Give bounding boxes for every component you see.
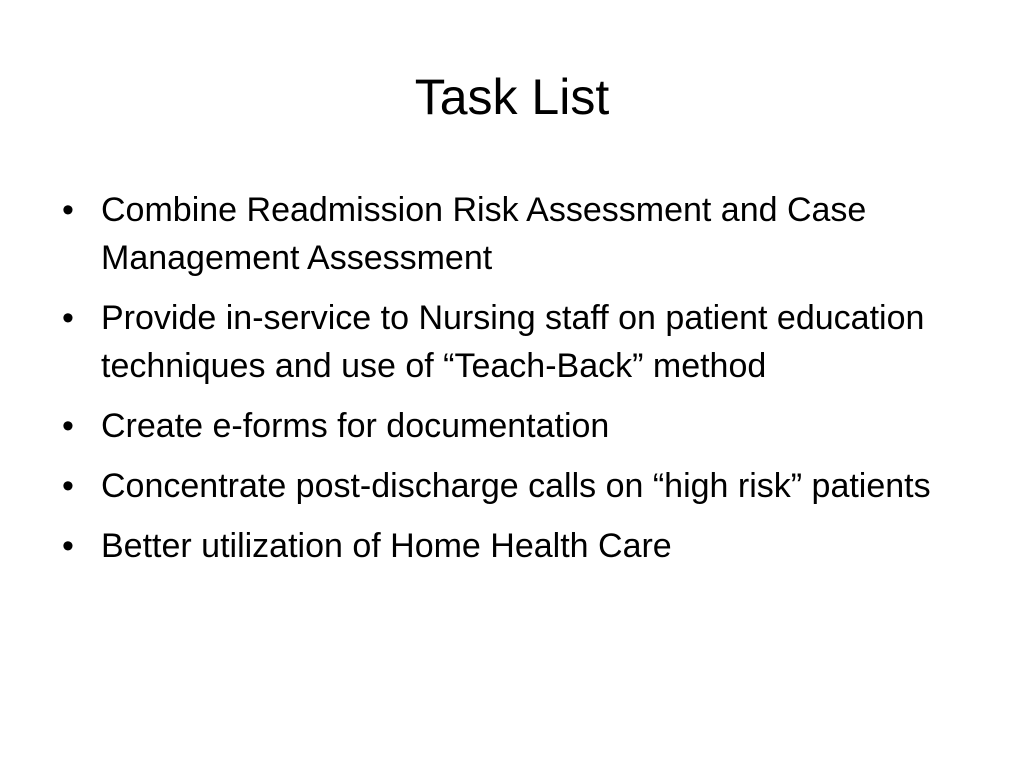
bullet-icon: • [62, 467, 74, 505]
bullet-icon: • [62, 527, 74, 565]
bullet-icon: • [62, 191, 74, 229]
list-item-text: Better utilization of Home Health Care [101, 527, 672, 565]
slide-title: Task List [414, 69, 610, 125]
list-item-text: Combine Readmission Risk Assessment and Case Management Assessment [101, 191, 867, 277]
bullet-icon: • [62, 407, 74, 445]
task-list [62, 186, 982, 582]
list-item [62, 402, 982, 450]
bullet-icon: • [62, 299, 74, 337]
list-item [62, 462, 982, 510]
list-item-text: Concentrate post-discharge calls on “high risk” patients [101, 467, 931, 505]
list-item [62, 294, 982, 390]
list-item [62, 186, 982, 282]
list-item-text: Create e-forms for documentation [101, 407, 610, 445]
list-item-text: Provide in-service to Nursing staff on patient education techniques and use of “Teach-Back” method [101, 299, 925, 385]
list-item [62, 522, 982, 570]
